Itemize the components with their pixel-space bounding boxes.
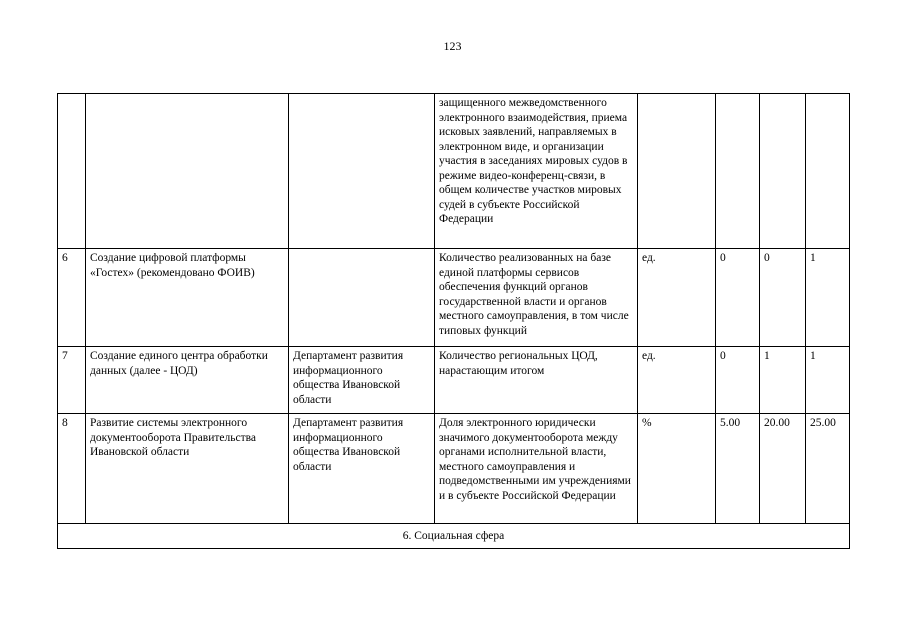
cell-value-3: 1	[806, 347, 850, 414]
cell-activity-name	[86, 94, 289, 249]
cell-indicator: Количество реализованных на базе единой платформы сервисов обеспечения функций органов государственной власти и органов местного самоуправления, в том числе типовых функций	[435, 249, 638, 347]
cell-value-1: 0	[716, 249, 760, 347]
cell-value-2: 20.00	[760, 414, 806, 524]
cell-number: 6	[58, 249, 86, 347]
cell-unit: ед.	[638, 347, 716, 414]
cell-value-2: 0	[760, 249, 806, 347]
cell-value-3: 25.00	[806, 414, 850, 524]
indicators-table	[57, 93, 850, 549]
cell-unit: ед.	[638, 249, 716, 347]
cell-activity-name: Создание цифровой платформы «Гостех» (рекомендовано ФОИВ)	[86, 249, 289, 347]
cell-value-3	[806, 94, 850, 249]
table-row	[58, 249, 850, 347]
cell-number: 7	[58, 347, 86, 414]
cell-indicator: Количество региональных ЦОД, нарастающим итогом	[435, 347, 638, 414]
table-row	[58, 347, 850, 414]
cell-indicator: Доля электронного юридически значимого документооборота между органами исполнительной власти, местного самоуправления и подведомственными им учреждениями и в субъекте Российской Федерации	[435, 414, 638, 524]
cell-value-1: 5.00	[716, 414, 760, 524]
table-row	[58, 94, 850, 249]
cell-executor: Департамент развития информационного общества Ивановской области	[289, 414, 435, 524]
cell-executor	[289, 249, 435, 347]
cell-activity-name: Развитие системы электронного документооборота Правительства Ивановской области	[86, 414, 289, 524]
cell-unit: %	[638, 414, 716, 524]
cell-value-2: 1	[760, 347, 806, 414]
cell-value-1: 0	[716, 347, 760, 414]
cell-activity-name: Создание единого центра обработки данных (далее - ЦОД)	[86, 347, 289, 414]
cell-executor: Департамент развития информационного общества Ивановской области	[289, 347, 435, 414]
section-row	[58, 524, 850, 549]
cell-indicator: защищенного межведомственного электронного взаимодействия, приема исковых заявлений, направляемых в электронном виде, и организации участия в заседаниях мировых судов в режиме видео-конференц-связи, в общем количестве участков мировых судей в субъекте Российской Федерации	[435, 94, 638, 249]
table-row	[58, 414, 850, 524]
cell-number	[58, 94, 86, 249]
cell-value-1	[716, 94, 760, 249]
cell-value-3: 1	[806, 249, 850, 347]
cell-unit	[638, 94, 716, 249]
cell-executor	[289, 94, 435, 249]
section-header: 6. Социальная сфера	[58, 524, 850, 549]
page-number: 123	[443, 39, 462, 53]
cell-value-2	[760, 94, 806, 249]
cell-number: 8	[58, 414, 86, 524]
